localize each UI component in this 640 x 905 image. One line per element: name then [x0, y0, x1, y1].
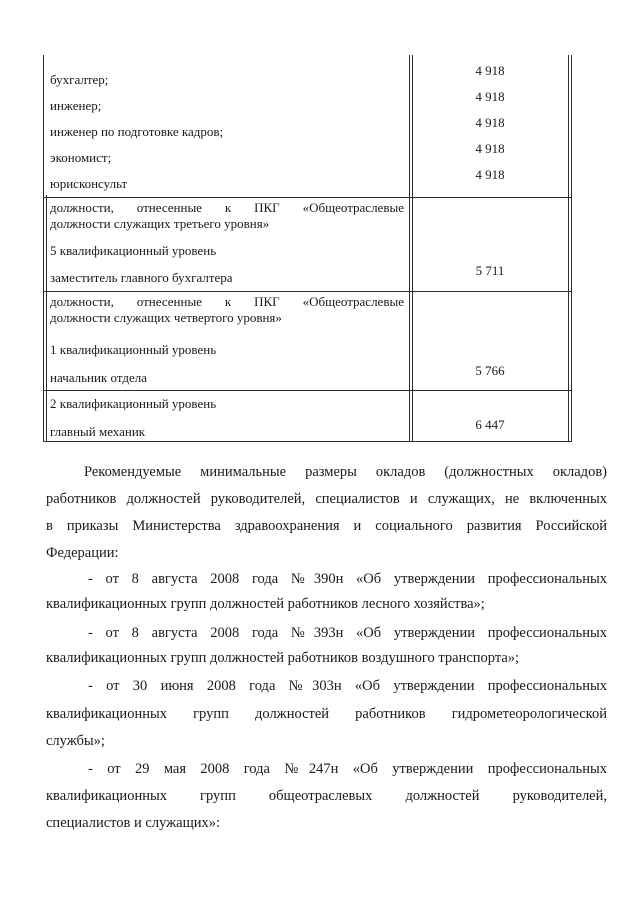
- table-border-left-inner: [46, 195, 47, 442]
- table-column-divider: [409, 55, 410, 442]
- salary-value: 5 711: [475, 263, 505, 278]
- paragraph-line: Рекомендуемые минимальные размеры окладов (должностных окладов): [84, 464, 607, 480]
- order-item-line: квалификационных групп должностей работников лесного хозяйства»;: [46, 596, 485, 612]
- paragraph-line: в приказы Министерства здравоохранения и социального развития Российской: [46, 518, 607, 534]
- salary-value: 6 447: [475, 417, 505, 432]
- salary-value: 4 918: [475, 141, 505, 156]
- order-item-line: - от 30 июня 2008 года №303н «Об утверждении профессиональных: [88, 678, 607, 694]
- order-item-line: - от 8 августа 2008 года №393н «Об утверждении профессиональных: [88, 625, 607, 641]
- order-item-line: - от 8 августа 2008 года №390н «Об утверждении профессиональных: [88, 571, 607, 587]
- order-item-line: квалификационных групп общеотраслевых должностей руководителей,: [46, 788, 607, 804]
- table-row-border: [43, 291, 572, 292]
- paragraph-line: Федерации:: [46, 545, 119, 561]
- order-item-line: квалификационных групп должностей работников воздушного транспорта»;: [46, 650, 520, 666]
- group-heading-line: должности, отнесенные к ПКГ «Общеотраслевые: [50, 200, 404, 215]
- salary-value: 4 918: [475, 167, 505, 182]
- table-row-border: [43, 197, 572, 198]
- table-border-right: [568, 55, 569, 442]
- qualification-level: 5 квалификационный уровень: [50, 243, 217, 258]
- salary-value: 4 918: [475, 63, 505, 78]
- table-column-divider-inner: [412, 55, 413, 442]
- order-item-line: службы»;: [46, 733, 105, 749]
- paragraph-line: работников должностей руководителей, специалистов и служащих, не включенных: [46, 491, 607, 507]
- group-heading-line: должности, отнесенные к ПКГ «Общеотраслевые: [50, 294, 404, 309]
- table-border-left: [43, 55, 44, 442]
- position-label: заместитель главного бухгалтера: [50, 270, 233, 285]
- position-label: бухгалтер;: [50, 72, 109, 87]
- group-heading-line: должности служащих третьего уровня»: [50, 216, 270, 231]
- order-item-line: специалистов и служащих»:: [46, 815, 221, 831]
- table-row-border: [43, 441, 572, 442]
- salary-value: 5 766: [475, 363, 505, 378]
- position-label: юрисконсульт: [50, 176, 128, 191]
- table-border-right-inner: [571, 55, 572, 442]
- qualification-level: 2 квалификационный уровень: [50, 396, 217, 411]
- group-heading-line: должности служащих четвертого уровня»: [50, 310, 282, 325]
- position-label: инженер по подготовке кадров;: [50, 124, 224, 139]
- position-label: начальник отдела: [50, 370, 148, 385]
- table-row-border: [43, 390, 572, 391]
- order-item-line: квалификационных групп должностей работников гидрометеорологической: [46, 706, 607, 722]
- qualification-level: 1 квалификационный уровень: [50, 342, 217, 357]
- position-label: инженер;: [50, 98, 102, 113]
- salary-value: 4 918: [475, 89, 505, 104]
- salary-table: [43, 55, 572, 442]
- position-label: главный механик: [50, 424, 146, 439]
- order-item-line: - от 29 мая 2008 года №247н «Об утверждении профессиональных: [88, 761, 607, 777]
- salary-value: 4 918: [475, 115, 505, 130]
- position-label: экономист;: [50, 150, 112, 165]
